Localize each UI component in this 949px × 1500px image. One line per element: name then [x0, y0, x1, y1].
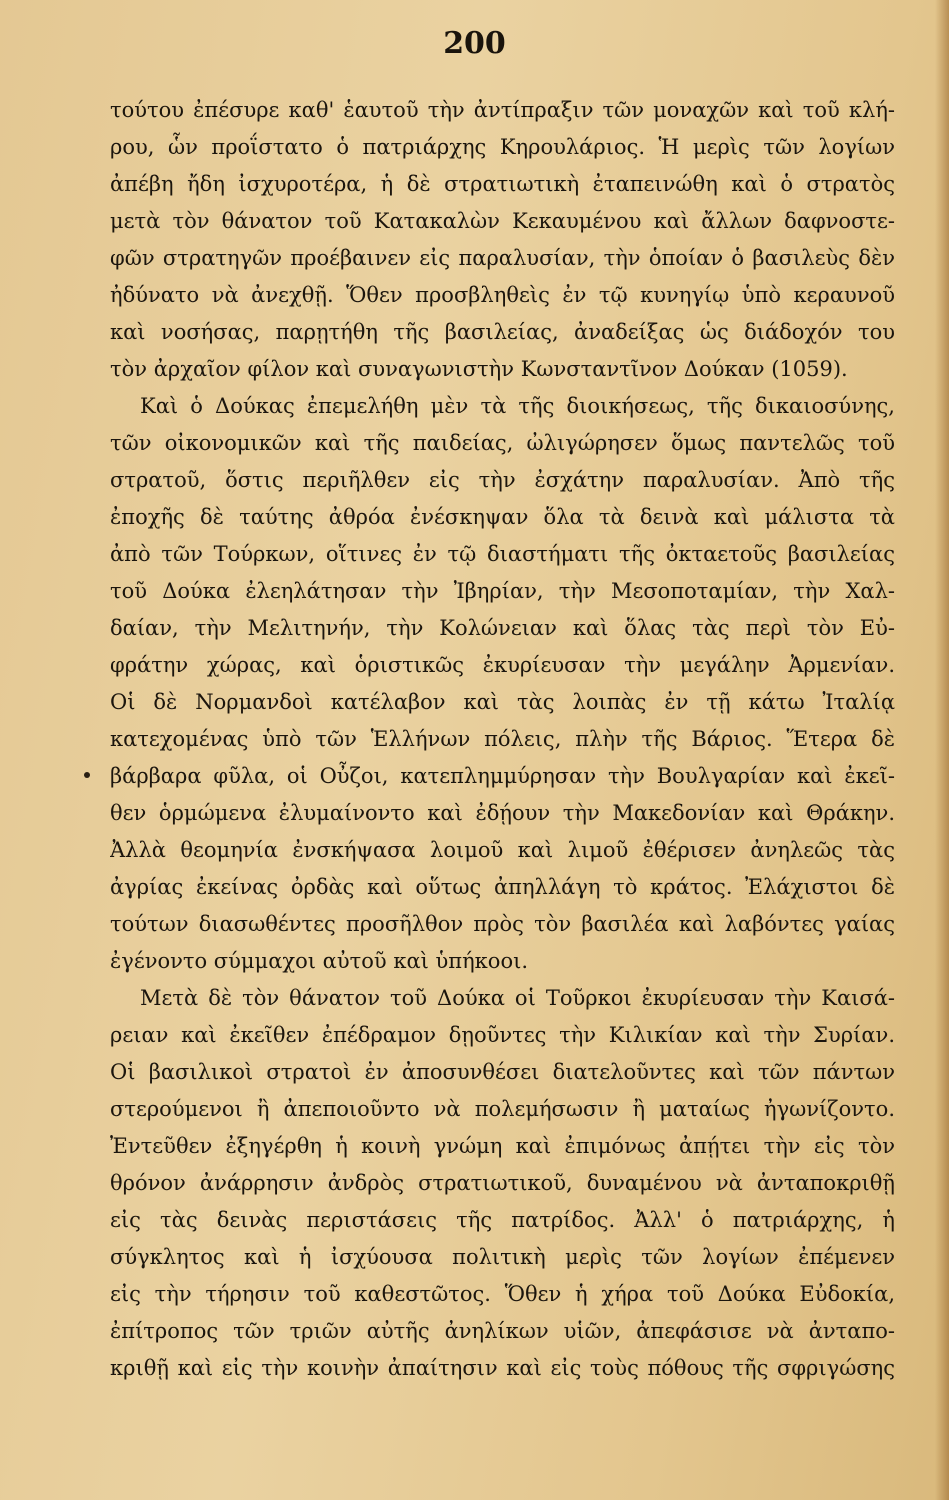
text-line: στρατοῦ, ὅστις περιῆλθεν εἰς τὴν ἐσχάτην παραλυσίαν. Ἀπὸ τῆς [110, 468, 895, 492]
page-edge-shadow [935, 0, 949, 1500]
text-line: τῶν οἰκονομικῶν καὶ τῆς παιδείας, ὠλιγώρησεν ὅμως παντελῶς τοῦ [110, 431, 895, 455]
text-line: κριθῇ καὶ εἰς τὴν κοινὴν ἀπαίτησιν καὶ εἰς τοὺς πόθους τῆς σφριγώσης [110, 1356, 895, 1380]
text-line: θρόνον ἀνάρρησιν ἀνδρὸς στρατιωτικοῦ, δυναμένου νὰ ἀνταποκριθῇ [110, 1171, 895, 1195]
text-line: ἐπίτροπος τῶν τριῶν αὐτῆς ἀνηλίκων υἱῶν, ἀπεφάσισε νὰ ἀνταπο- [110, 1319, 895, 1343]
text-line: ἐγένοντο σύμμαχοι αὐτοῦ καὶ ὑπήκοοι. [110, 949, 529, 973]
text-line: εἰς τὰς δεινὰς περιστάσεις τῆς πατρίδος. Ἀλλ' ὁ πατριάρχης, ἡ [110, 1208, 895, 1232]
text-line: σύγκλητος καὶ ἡ ἰσχύουσα πολιτικὴ μερὶς τῶν λογίων ἐπέμενεν [110, 1245, 895, 1269]
body-text [110, 92, 895, 1387]
text-line: δαίαν, τὴν Μελιτηνήν, τὴν Κολώνειαν καὶ ὅλας τὰς περὶ τὸν Εὐ- [110, 616, 895, 640]
text-line: Οἱ βασιλικοὶ στρατοὶ ἐν ἀποσυνθέσει διατελοῦντες καὶ τῶν πάντων [110, 1060, 895, 1084]
text-line: ρου, ὧν προΐστατο ὁ πατριάρχης Κηρουλάριος. Ἡ μερὶς τῶν λογίων [110, 135, 895, 159]
text-line: Οἱ δὲ Νορμανδοὶ κατέλαβον καὶ τὰς λοιπὰς ἐν τῇ κάτω Ἰταλίᾳ [110, 690, 895, 714]
text-line: καὶ νοσήσας, παρῃτήθη τῆς βασιλείας, ἀναδείξας ὡς διάδοχόν του [110, 320, 895, 344]
page-number: 200 [443, 26, 506, 61]
ink-dot-mark [84, 772, 90, 778]
text-line: ἀπὸ τῶν Τούρκων, οἵτινες ἐν τῷ διαστήματι τῆς ὀκταετοῦς βασιλείας [110, 542, 895, 566]
text-line: τοῦ Δούκα ἐλεηλάτησαν τὴν Ἰβηρίαν, τὴν Μεσοποταμίαν, τὴν Χαλ- [110, 579, 895, 603]
text-line: ἀπέβη ἤδη ἰσχυροτέρα, ἡ δὲ στρατιωτικὴ ἐταπεινώθη καὶ ὁ στρατὸς [110, 172, 895, 196]
text-line: ἠδύνατο νὰ ἀνεχθῇ. Ὅθεν προσβληθεὶς ἐν τῷ κυνηγίῳ ὑπὸ κεραυνοῦ [110, 283, 895, 307]
text-line: ρειαν καὶ ἐκεῖθεν ἐπέδραμον δῃοῦντες τὴν Κιλικίαν καὶ τὴν Συρίαν. [110, 1023, 895, 1047]
text-line: τὸν ἀρχαῖον φίλον καὶ συναγωνιστὴν Κωνσταντῖνον Δούκαν (1059). [110, 357, 848, 381]
text-line: κατεχομένας ὑπὸ τῶν Ἑλλήνων πόλεις, πλὴν τῆς Βάριος. Ἕτερα δὲ [110, 727, 895, 751]
text-line: Ἀλλὰ θεομηνία ἐνσκήψασα λοιμοῦ καὶ λιμοῦ ἐθέρισεν ἀνηλεῶς τὰς [110, 838, 895, 862]
paragraph-start-line: Μετὰ δὲ τὸν θάνατον τοῦ Δούκα οἱ Τοῦρκοι ἐκυρίευσαν τὴν Καισά- [140, 986, 895, 1010]
text-line: ἀγρίας ἐκείνας ὀρδὰς καὶ οὕτως ἀπηλλάγη τὸ κράτος. Ἐλάχιστοι δὲ [110, 875, 895, 899]
text-line: τούτου ἐπέσυρε καθ' ἑαυτοῦ τὴν ἀντίπραξιν τῶν μοναχῶν καὶ τοῦ κλή- [110, 98, 895, 122]
text-line: φῶν στρατηγῶν προέβαινεν εἰς παραλυσίαν, τὴν ὁποίαν ὁ βασιλεὺς δὲν [110, 246, 895, 270]
paragraph-start-line: Καὶ ὁ Δούκας ἐπεμελήθη μὲν τὰ τῆς διοικήσεως, τῆς δικαιοσύνης, [140, 394, 895, 418]
text-line: θεν ὁρμώμενα ἐλυμαίνοντο καὶ ἐδῄουν τὴν Μακεδονίαν καὶ Θράκην. [110, 801, 895, 825]
text-line: τούτων διασωθέντες προσῆλθον πρὸς τὸν βασιλέα καὶ λαβόντες γαίας [110, 912, 895, 936]
text-line: στερούμενοι ἢ ἀπεποιοῦντο νὰ πολεμήσωσιν ἢ ματαίως ἠγωνίζοντο. [110, 1097, 895, 1121]
text-line: μετὰ τὸν θάνατον τοῦ Κατακαλὼν Κεκαυμένου καὶ ἄλλων δαφνοστε- [110, 209, 895, 233]
text-line: φράτην χώρας, καὶ ὁριστικῶς ἐκυρίευσαν τὴν μεγάλην Ἀρμενίαν. [110, 653, 895, 677]
text-line: ἐποχῆς δὲ ταύτης ἀθρόα ἐνέσκηψαν ὅλα τὰ δεινὰ καὶ μάλιστα τὰ [110, 505, 895, 529]
text-line: Ἐντεῦθεν ἐξηγέρθη ἡ κοινὴ γνώμη καὶ ἐπιμόνως ἀπῄτει τὴν εἰς τὸν [110, 1134, 895, 1158]
text-line: εἰς τὴν τήρησιν τοῦ καθεστῶτος. Ὅθεν ἡ χήρα τοῦ Δούκα Εὐδοκία, [110, 1282, 895, 1306]
text-line: βάρβαρα φῦλα, οἱ Οὖζοι, κατεπλημμύρησαν τὴν Βουλγαρίαν καὶ ἐκεῖ- [110, 764, 895, 788]
